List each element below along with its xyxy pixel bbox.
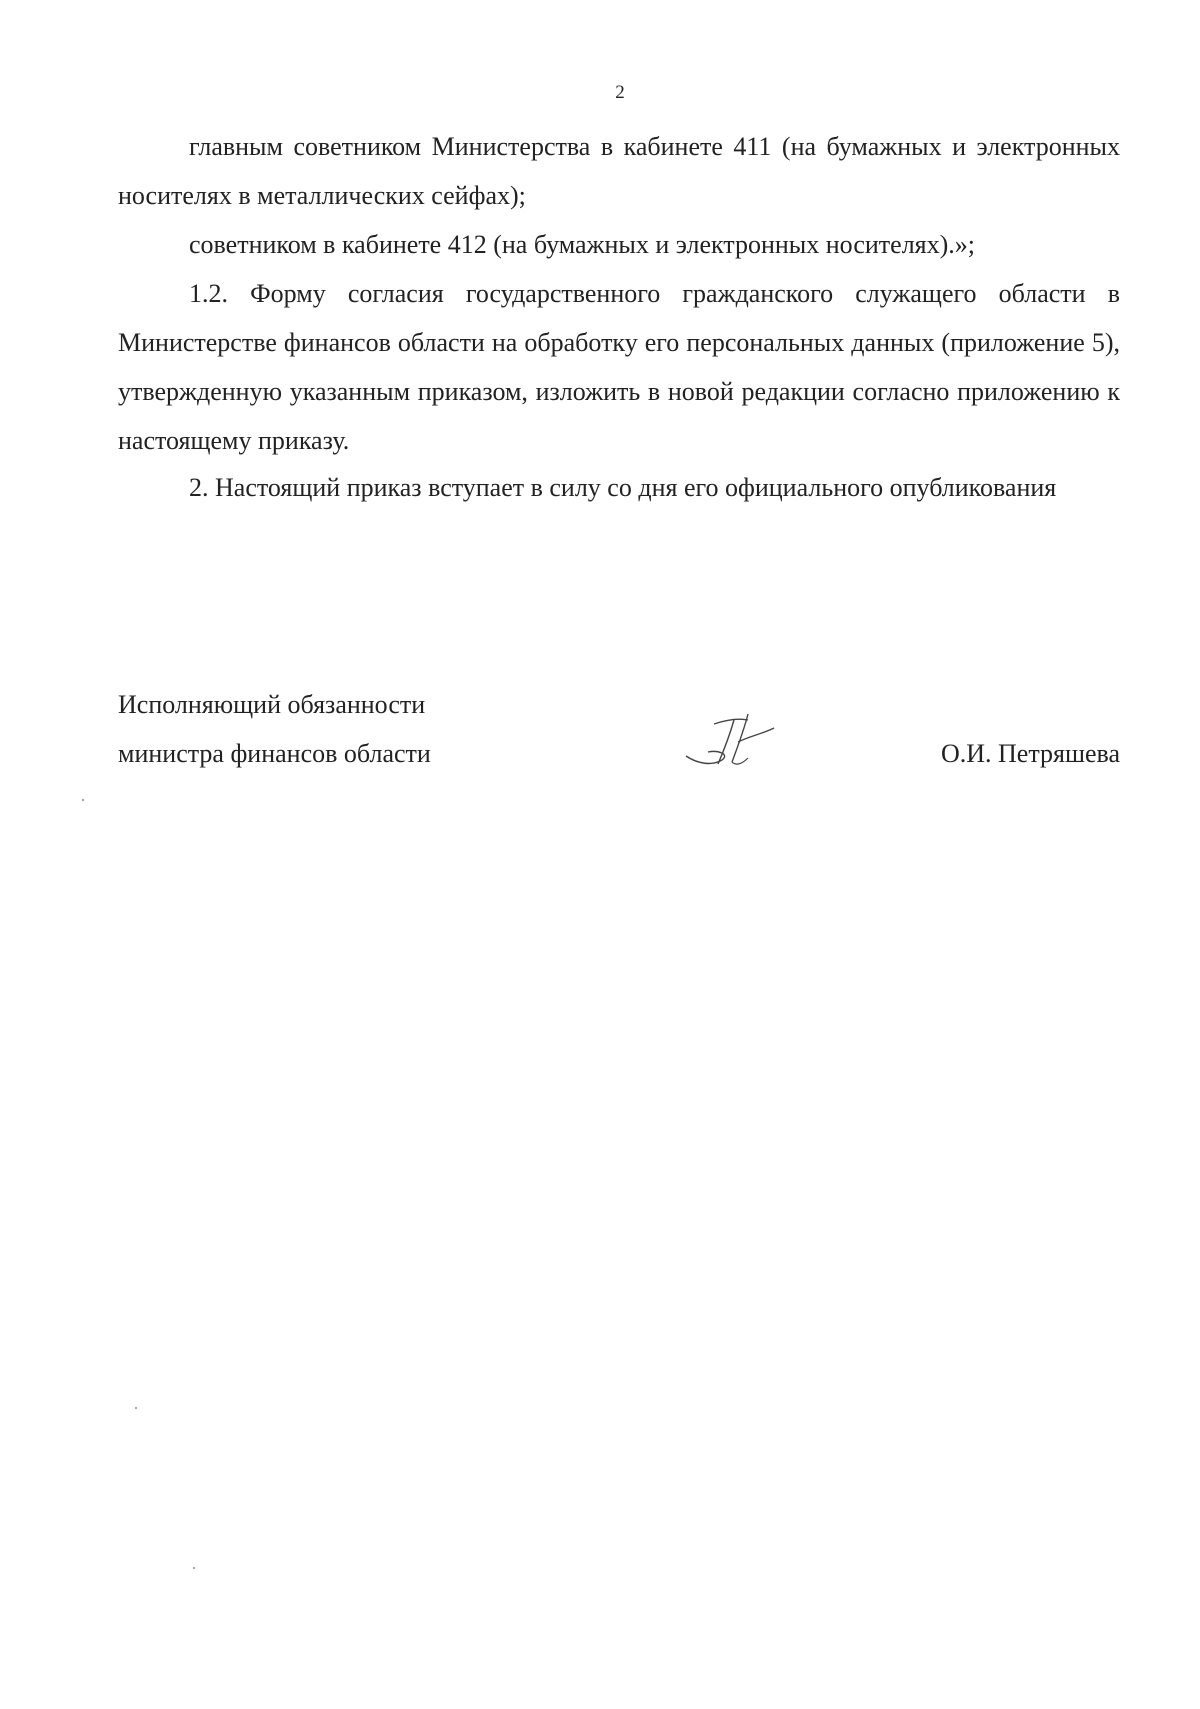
scan-speck: [193, 1567, 195, 1569]
signature-block: [118, 680, 1120, 800]
handwritten-signature: [678, 706, 788, 776]
scan-speck: [82, 799, 84, 801]
page-number: 2: [615, 82, 625, 103]
signatory-position-line1: Исполняющий обязанности: [118, 690, 426, 719]
signatory-name: О.И. Петряшева: [940, 739, 1120, 768]
paragraph-item-1-2: 1.2. Форму согласия государственного гражданского служащего области в Министерстве финансов области на обработку его персональных данных (приложение 5), утвержденную указанным приказом, изложить в новой редакции согласно приложению к настоящему приказу.: [118, 279, 1120, 455]
paragraph-advisor-office: советником в кабинете 412 (на бумажных и электронных носителях).»;: [189, 230, 976, 259]
signatory-position-line2: министра финансов области: [118, 739, 431, 768]
scan-speck: [135, 1407, 137, 1409]
document-body: [118, 122, 1120, 505]
paragraph-continuation: главным советником Министерства в кабинете 411 (на бумажных и электронных носителях в металлических сейфах);: [118, 132, 1120, 210]
paragraph-item-2: 2. Настоящий приказ вступает в силу со дня его официального опубликования: [189, 473, 1057, 502]
signatory-position: [118, 680, 431, 778]
